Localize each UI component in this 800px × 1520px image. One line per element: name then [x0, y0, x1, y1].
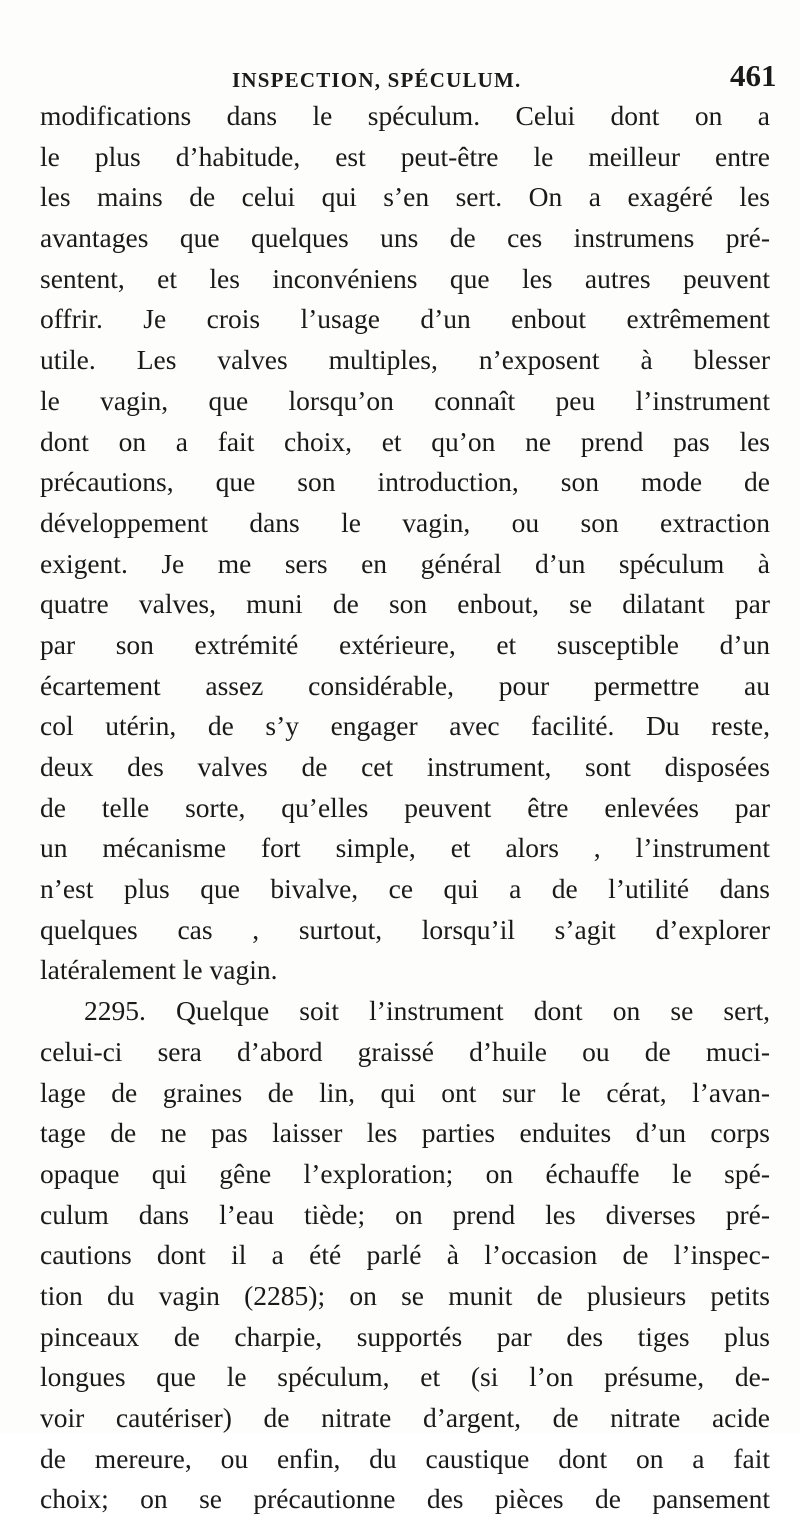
text-line: un mécanisme fort simple, et alors , l’instrument — [40, 832, 770, 864]
text-line: sentent, et les inconvéniens que les autres peuvent — [40, 262, 770, 294]
text-line: le plus d’habitude, est peut-être le meilleur entre — [40, 140, 770, 172]
text-line: par son extrémité extérieure, et susceptible d’un — [40, 628, 770, 660]
text-line: quelques cas , surtout, lorsqu’il s’agit d’explorer — [40, 913, 770, 945]
text-line: avantages que quelques uns de ces instrumens pré- — [40, 222, 770, 254]
text-line: modifications dans le spéculum. Celui dont on a — [40, 100, 770, 131]
text-line: précautions, que son introduction, son mode de — [40, 466, 770, 498]
text-line: pinceaux de charpie, supportés par des tiges plus — [40, 1320, 770, 1352]
text-line: n’est plus que bivalve, ce qui a de l’utilité dans — [40, 873, 770, 905]
text-line: développement dans le vagin, ou son extraction — [40, 506, 770, 538]
text-line: le vagin, que lorsqu’on connaît peu l’instrument — [40, 384, 770, 416]
text-line: choix; on se précautionne des pièces de pansement — [40, 1483, 770, 1515]
text-line: celui-ci sera d’abord graissé d’huile ou de muci- — [40, 1035, 770, 1067]
running-head: INSPECTION, SPÉCULUM. — [232, 68, 522, 92]
text-line: culum dans l’eau tiède; on prend les diverses pré- — [40, 1198, 770, 1230]
paragraph-end-line: latéralement le vagin. — [40, 954, 278, 986]
text-line: voir cautériser) de nitrate d’argent, de nitrate acide — [40, 1402, 770, 1433]
page-number: 461 — [730, 58, 777, 93]
text-line: écartement assez considérable, pour permettre au — [40, 669, 770, 701]
text-line: exigent. Je me sers en général d’un spéculum à — [40, 547, 770, 579]
body-text — [40, 96, 770, 1520]
page-header — [0, 58, 800, 98]
text-line: offrir. Je crois l’usage d’un enbout extrêmement — [40, 303, 770, 335]
text-line: utile. Les valves multiples, n’exposent à blesser — [40, 344, 770, 376]
text-line: lage de graines de lin, qui ont sur le cérat, l’avan- — [40, 1076, 770, 1108]
text-line: longues que le spéculum, et (si l’on présume, de- — [40, 1361, 770, 1393]
text-line: tion du vagin (2285); on se munit de plusieurs petits — [40, 1279, 770, 1311]
text-line: de telle sorte, qu’elles peuvent être enlevées par — [40, 791, 770, 823]
text-line: dont on a fait choix, et qu’on ne prend pas les — [40, 425, 770, 457]
paragraph-start-line: 2295. Quelque soit l’instrument dont on se sert, — [84, 995, 770, 1027]
text-line: de mereure, ou enfin, du caustique dont on a fait — [40, 1442, 770, 1474]
text-line: tage de ne pas laisser les parties enduites d’un corps — [40, 1117, 770, 1149]
text-line: les mains de celui qui s’en sert. On a exagéré les — [40, 181, 770, 213]
text-line: quatre valves, muni de son enbout, se dilatant par — [40, 588, 770, 620]
text-line: cautions dont il a été parlé à l’occasion de l’inspec- — [40, 1239, 770, 1271]
text-line: deux des valves de cet instrument, sont disposées — [40, 751, 770, 782]
text-line: col utérin, de s’y engager avec facilité. Du reste, — [40, 710, 770, 742]
text-line: opaque qui gêne l’exploration; on échauffe le spé- — [40, 1157, 770, 1189]
